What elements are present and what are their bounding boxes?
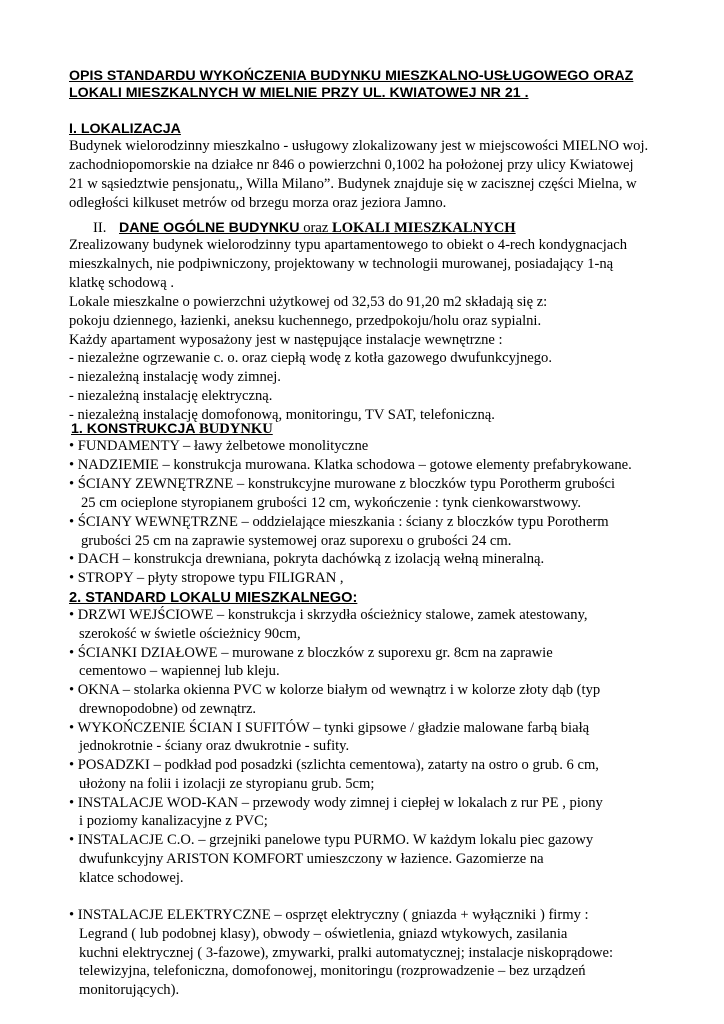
list-item-continuation: dwufunkcyjny ARISTON KOMFORT umieszczony w łazience. Gazomierze na: [79, 850, 544, 867]
list-item: - niezależną instalację wody zimnej.: [69, 369, 281, 386]
section-3-heading-rest: BUDYNKU: [198, 421, 273, 437]
section-2-heading-rest: LOKALI MIESZKALNYCH: [331, 220, 516, 236]
list-item: • INSTALACJE WOD-KAN – przewody wody zimnej i ciepłej w lokalach z rur PE , piony: [69, 794, 603, 811]
section-2-body: [69, 236, 627, 425]
list-item-continuation: kuchni elektrycznej ( 3-fazowe), zmywarki, pralki automatycznej; instalacje niskoprądowe:: [79, 944, 614, 961]
list-item-continuation: drewnopodobne) od zewnątrz.: [79, 700, 257, 717]
list-item-continuation: 25 cm ocieplone styropianem grubości 12 cm, wykończenie : tynk cienkowarstwowy.: [81, 494, 581, 511]
list-item: - niezależne ogrzewanie c. o. oraz ciepłą wodę z kotła gazowego dwufunkcyjnego.: [69, 350, 552, 367]
blank-line: [69, 887, 613, 906]
title-line-2: LOKALI MIESZKALNYCH W MIELNIE PRZY UL. KWIATOWEJ NR 21 .: [69, 85, 529, 101]
list-item: • NADZIEMIE – konstrukcja murowana. Klatka schodowa – gotowe elementy prefabrykowane.: [69, 456, 632, 473]
list-item: • STROPY – płyty stropowe typu FILIGRAN ,: [69, 570, 344, 587]
paragraph-line: Każdy apartament wyposażony jest w następujące instalacje wewnętrzne :: [69, 331, 503, 348]
list-item: - niezależną instalację domofonową, monitoringu, TV SAT, telefoniczną.: [69, 407, 495, 424]
paragraph-line: odległości kilkuset metrów od brzegu morza oraz jeziora Jamno.: [69, 194, 447, 211]
list-item: • DRZWI WEJŚCIOWE – konstrukcja i skrzydła ościeżnicy stalowe, zamek atestowany,: [69, 607, 588, 623]
section-2-numeral: II.: [93, 220, 107, 236]
list-item: - niezależną instalację elektryczną.: [69, 388, 273, 405]
section-3-heading-bold: 1. KONSTRUKCJA: [71, 421, 199, 437]
paragraph-line: mieszkalnych, nie podpiwniczony, projektowany w technologii murowanej, posiadający 1-ną: [69, 255, 614, 272]
list-item: • ŚCIANY WEWNĘTRZNE – oddzielające mieszkania : ściany z bloczków typu Porotherm: [69, 513, 609, 530]
list-item-continuation: ułożony na folii i izolacji ze styropianu grub. 5cm;: [79, 775, 375, 792]
list-item-continuation: i poziomy kanalizacyjne z PVC;: [79, 813, 268, 830]
section-1-body: [69, 137, 648, 213]
list-item: • POSADZKI – podkład pod posadzki (szlichta cementowa), zatarty na ostro o grub. 6 cm,: [69, 757, 599, 773]
list-item-continuation: monitorujących).: [79, 982, 180, 998]
paragraph-line: Zrealizowany budynek wielorodzinny typu apartamentowego to obiekt o 4-rech kondygnacjach: [69, 237, 628, 253]
list-item: • ŚCIANY ZEWNĘTRZNE – konstrukcyjne murowane z bloczków typu Porotherm grubości: [69, 475, 616, 492]
list-item: • OKNA – stolarka okienna PVC w kolorze białym od wewnątrz i w kolorze złoty dąb (typ: [69, 682, 601, 698]
section-1-heading: I. LOKALIZACJA: [69, 121, 181, 137]
list-item: • INSTALACJE C.O. – grzejniki panelowe typu PURMO. W każdym lokalu piec gazowy: [69, 832, 594, 848]
section-2-heading-bold: DANE OGÓLNE BUDYNKU: [119, 220, 300, 236]
paragraph-line: Lokale mieszkalne o powierzchni użytkowej od 32,53 do 91,20 m2 składają się z:: [69, 293, 548, 310]
document-title: [69, 68, 689, 102]
list-item: • INSTALACJE ELEKTRYCZNE – osprzęt elektryczny ( gniazda + wyłączniki ) firmy :: [69, 907, 589, 923]
section-3-body: [69, 437, 632, 588]
list-item: • FUNDAMENTY – ławy żelbetowe monolityczne: [69, 438, 369, 454]
section-2-heading-mid: oraz: [299, 220, 332, 236]
title-line-1: OPIS STANDARDU WYKOŃCZENIA BUDYNKU MIESZKALNO-USŁUGOWEGO ORAZ: [69, 68, 634, 84]
list-item-continuation: jednokrotnie - ściany oraz dwukrotnie - sufity.: [79, 738, 350, 755]
list-item-continuation: szerokość w świetle ościeżnicy 90cm,: [79, 625, 301, 642]
section-4-heading: 2. STANDARD LOKALU MIESZKALNEGO:: [69, 590, 358, 606]
paragraph-line: pokoju dziennego, łazienki, aneksu kuchennego, przedpokoju/holu oraz sypialni.: [69, 312, 542, 329]
section-4-body: [69, 590, 613, 1000]
list-item-continuation: telewizyjna, telefoniczna, domofonowej, monitoringu (rozprowadzenie – bez urządzeń: [79, 963, 586, 980]
list-item-continuation: cementowo – wapiennej lub kleju.: [79, 663, 280, 680]
list-item-continuation: Legrand ( lub podobnej klasy), obwody – oświetlenia, gniazd wtykowych, zasilania: [79, 925, 568, 942]
list-item-continuation: klatce schodowej.: [79, 869, 184, 886]
paragraph-line: 21 w sąsiedztwie pensjonatu,, Willa Milano”. Budynek znajduje się w zacisznej części Mielna, w: [69, 175, 637, 192]
list-item: • WYKOŃCZENIE ŚCIAN I SUFITÓW – tynki gipsowe / gładzie malowane farbą białą: [69, 719, 590, 736]
list-item: • ŚCIANKI DZIAŁOWE – murowane z bloczków z suporexu gr. 8cm na zaprawie: [69, 644, 553, 661]
list-item: • DACH – konstrukcja drewniana, pokryta dachówką z izolacją wełną mineralną.: [69, 551, 545, 568]
paragraph-line: Budynek wielorodzinny mieszkalno - usługowy zlokalizowany jest w miejscowości MIELNO woj.: [69, 138, 649, 154]
list-item-continuation: grubości 25 cm na zaprawie systemowej oraz suporexu o grubości 24 cm.: [81, 532, 512, 549]
paragraph-line: zachodniopomorskie na działce nr 846 o powierzchni 0,1002 ha położonej przy ulicy Kwiatowej: [69, 156, 634, 173]
paragraph-line: klatkę schodową .: [69, 274, 174, 291]
